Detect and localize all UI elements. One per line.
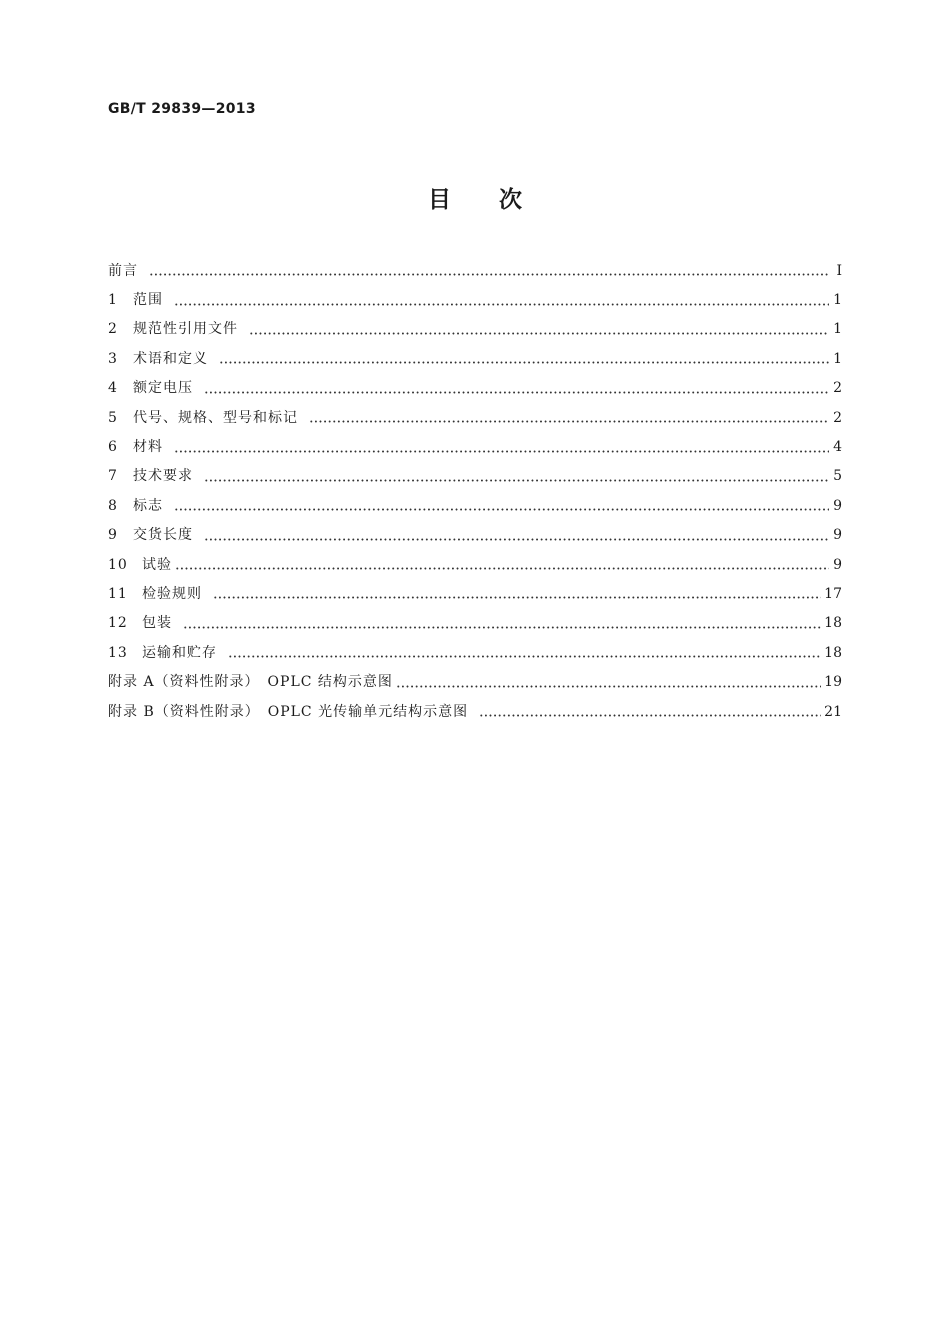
page-title: 目次	[428, 187, 570, 213]
toc-entry-number: 6	[108, 439, 118, 456]
toc-entry-page: 2	[833, 409, 842, 426]
toc-entry-label: 试验	[142, 556, 172, 573]
toc-leader-dots	[219, 361, 829, 364]
toc-entry-number: 9	[108, 527, 118, 544]
toc-entry-page: 1	[833, 350, 842, 367]
toc-entry-12[interactable]	[108, 609, 842, 638]
toc-leader-dots	[174, 450, 829, 453]
toc-entry-number: 1	[108, 292, 118, 309]
toc-entry-7[interactable]	[108, 462, 842, 491]
toc-entry-label: 交货长度	[133, 527, 193, 544]
toc-leader-dots	[175, 567, 829, 570]
toc-entry-10[interactable]	[108, 550, 842, 579]
toc-entry-foreword[interactable]	[108, 256, 842, 285]
toc-leader-dots	[204, 391, 829, 394]
toc-entry-11[interactable]	[108, 579, 842, 608]
toc-entry-1[interactable]	[108, 285, 842, 314]
toc-entry-label: 运输和贮存	[142, 644, 217, 661]
toc-leader-dots	[204, 479, 829, 482]
toc-leader-dots	[213, 596, 821, 599]
toc-entry-label: 检验规则	[142, 585, 202, 602]
toc-entry-number: 3	[108, 350, 118, 367]
toc-entry-annex-a[interactable]	[108, 667, 842, 696]
toc-entry-label: 前言	[108, 262, 138, 279]
toc-entry-number: 7	[108, 468, 118, 485]
toc-entry-label: 额定电压	[133, 380, 193, 397]
toc-leader-dots	[204, 538, 829, 541]
toc-entry-label: 范围	[133, 292, 163, 309]
toc-entry-annex-b[interactable]	[108, 697, 842, 726]
toc-entry-8[interactable]	[108, 491, 842, 520]
standard-code: GB/T 29839—2013	[108, 101, 256, 117]
toc-entry-2[interactable]	[108, 315, 842, 344]
toc-entry-number: 10	[108, 556, 128, 573]
toc-entry-page: 17	[824, 585, 842, 602]
toc-entry-number: 5	[108, 409, 118, 426]
toc-leader-dots	[249, 332, 829, 335]
toc-entry-3[interactable]	[108, 344, 842, 373]
toc-leader-dots	[396, 685, 821, 688]
toc-entry-13[interactable]	[108, 638, 842, 667]
toc-entry-page: 21	[824, 703, 842, 720]
toc-entry-number: 11	[108, 585, 128, 602]
toc-entry-page: 18	[824, 615, 842, 632]
toc-entry-page: 2	[833, 380, 842, 397]
toc-entry-label: 代号、规格、型号和标记	[133, 409, 298, 426]
toc-entry-label: 附录 B（资料性附录） OPLC 光传输单元结构示意图	[108, 703, 469, 720]
toc-leader-dots	[174, 508, 829, 511]
toc-leader-dots	[149, 273, 829, 276]
toc-entry-label: 材料	[133, 439, 163, 456]
toc-entry-number: 13	[108, 644, 128, 661]
toc-leader-dots	[183, 626, 821, 629]
toc-entry-page: 1	[833, 321, 842, 338]
toc-entry-label: 附录 A（资料性附录） OPLC 结构示意图	[108, 674, 393, 691]
toc-entry-page: 4	[833, 439, 842, 456]
toc-entry-number: 12	[108, 615, 128, 632]
toc-leader-dots	[174, 303, 829, 306]
toc-leader-dots	[309, 420, 829, 423]
toc-entry-number: 2	[108, 321, 118, 338]
toc-entry-label: 术语和定义	[133, 350, 208, 367]
toc-entry-page: 19	[824, 674, 842, 691]
toc-entry-4[interactable]	[108, 374, 842, 403]
table-of-contents	[108, 256, 842, 726]
toc-entry-page: 9	[833, 556, 842, 573]
toc-entry-label: 标志	[133, 497, 163, 514]
toc-entry-number: 4	[108, 380, 118, 397]
toc-entry-label: 规范性引用文件	[133, 321, 238, 338]
toc-entry-page: Ⅰ	[836, 262, 842, 279]
toc-entry-page: 5	[833, 468, 842, 485]
toc-leader-dots	[228, 655, 821, 658]
toc-leader-dots	[479, 714, 821, 717]
toc-entry-page: 1	[833, 292, 842, 309]
toc-entry-9[interactable]	[108, 521, 842, 550]
toc-entry-page: 9	[833, 527, 842, 544]
toc-entry-5[interactable]	[108, 403, 842, 432]
toc-entry-6[interactable]	[108, 432, 842, 461]
toc-entry-page: 18	[824, 644, 842, 661]
toc-entry-page: 9	[833, 497, 842, 514]
toc-entry-number: 8	[108, 497, 118, 514]
toc-entry-label: 技术要求	[133, 468, 193, 485]
toc-entry-label: 包装	[142, 615, 172, 632]
